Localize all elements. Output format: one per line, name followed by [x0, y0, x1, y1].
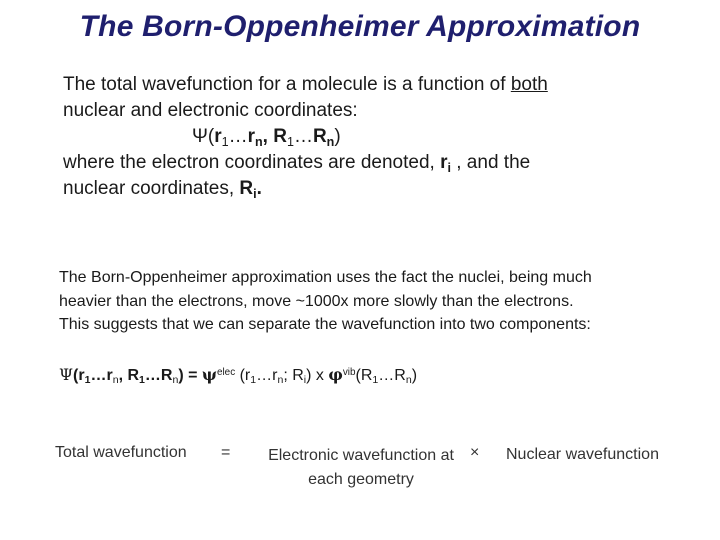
eq-lhs-r-sub: 1 [84, 374, 91, 387]
label-equals: = [221, 444, 231, 461]
eq-equals: ) = [178, 367, 202, 384]
eq-psi: Ψ [59, 365, 74, 384]
wf-rn-sub: n [255, 134, 263, 149]
psi-symbol: Ψ [192, 126, 208, 147]
intro-line-5 [63, 176, 683, 202]
wf-r: r [214, 126, 222, 147]
eq-elec-open: (r [235, 367, 251, 384]
approx-line-1: The Born-Oppenheimer approximation uses the fact the nuclei, being much [59, 269, 592, 286]
label-nuclear-wavefunction: Nuclear wavefunction [506, 446, 659, 463]
nuclear-coord-sub: i [253, 186, 257, 201]
approx-line-2: heavier than the electrons, move ~1000x more slowly than the electrons. [59, 292, 574, 310]
eq-phi-vib: φ [328, 365, 343, 384]
intro-underlined-word: both [510, 74, 548, 95]
eq-lhs-dots-2: …R [144, 367, 173, 384]
wf-dots-2: … [293, 126, 313, 147]
total-wavefunction-expression [63, 124, 683, 150]
approximation-paragraph [59, 266, 699, 337]
label-electronic-line-2: each geometry [308, 471, 414, 488]
intro-line-5-text: nuclear coordinates, [63, 178, 240, 199]
wf-Rn-sub: n [326, 134, 335, 149]
eq-lhs-dots-1: …r [90, 367, 113, 384]
electron-coord-sub: i [447, 160, 451, 175]
eq-vib-Rn-sub: n [405, 374, 412, 387]
slide-title: The Born-Oppenheimer Approximation [79, 10, 641, 43]
eq-vib-R-sub: 1 [372, 374, 379, 387]
eq-vib-dots: …R [378, 367, 406, 384]
eq-elec-rn-sub: n [277, 374, 284, 387]
separation-equation [59, 365, 417, 385]
eq-vib-open: (R [355, 367, 373, 384]
intro-line-4-text: where the electron coordinates are denoted, [63, 152, 441, 173]
eq-psi-elec: ψ [201, 365, 217, 384]
label-electronic-line-1: Electronic wavefunction at [268, 447, 454, 464]
eq-elec-semicolon: ; R [283, 367, 304, 384]
eq-elec-dots: …r [256, 367, 278, 384]
eq-lhs-R-sub: 1 [139, 374, 145, 387]
eq-elec-r-sub: 1 [250, 374, 257, 387]
eq-vib-close: ) [411, 367, 418, 384]
intro-line-4 [63, 150, 683, 176]
wf-Rn: R [312, 126, 327, 147]
eq-lhs-r: r [78, 367, 85, 384]
eq-lhs-Rn-sub: n [172, 374, 179, 387]
eq-times: ) x [306, 367, 329, 384]
intro-line-5-period: . [256, 178, 262, 199]
wf-comma: , [262, 126, 274, 147]
label-total-wavefunction: Total wavefunction [55, 444, 187, 461]
eq-lhs-open: ( [73, 367, 79, 384]
eq-lhs-rn-sub: n [112, 374, 119, 387]
eq-elec-sup: elec [216, 367, 236, 379]
wf-r-sub: 1 [221, 134, 229, 149]
eq-vib-sup: vib [342, 367, 356, 379]
wf-R: R [273, 126, 287, 147]
intro-line-1 [63, 72, 683, 98]
label-times: × [470, 444, 480, 461]
wf-R-sub: 1 [286, 134, 294, 149]
approx-line-3: This suggests that we can separate the wavefunction into two components: [59, 316, 591, 333]
intro-paragraph [63, 72, 683, 202]
intro-line-4-end: , and the [450, 152, 531, 173]
nuclear-coord-symbol: R [239, 178, 254, 199]
intro-line-2: nuclear and electronic coordinates: [63, 100, 358, 121]
electron-coord-symbol: r [440, 152, 448, 173]
wf-dots-1: … [228, 126, 248, 147]
label-electronic-wavefunction [242, 444, 480, 492]
intro-line-1-text: The total wavefunction for a molecule is a function of [63, 74, 511, 95]
eq-elec-Ri-sub: i [303, 374, 307, 387]
wf-rn: r [247, 126, 255, 147]
eq-lhs-comma-R: , R [118, 367, 140, 384]
wf-close-paren: ) [334, 126, 341, 147]
wf-open-paren: ( [207, 126, 215, 147]
